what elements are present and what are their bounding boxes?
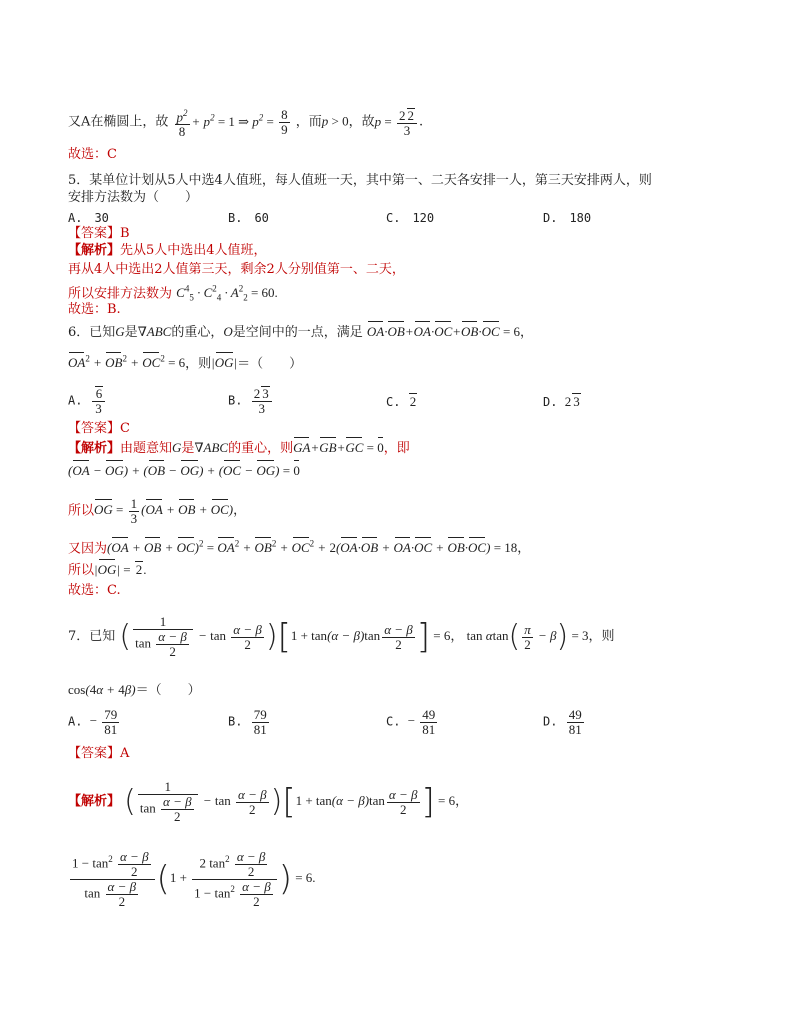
analysis-tag: 【解析】 xyxy=(68,441,121,456)
line-ellipse: 又A在椭圆上，故 $\frac{p^2}{8}$ + $p^2 = 1$ ⇒ $p^2$ = $\frac{8}{9}$ ，而p > 0，故p = $\frac{2 2}{3}$ . xyxy=(68,107,424,140)
text: ，即 xyxy=(383,441,410,456)
label: A. xyxy=(68,393,83,408)
text: 所以 xyxy=(68,503,95,519)
q5-option-b: B. 60 xyxy=(228,211,269,225)
text: ＝（ ） xyxy=(135,683,201,698)
text: ＝（ ） xyxy=(237,356,303,372)
q7-option-c: C. − $\frac{49}{81}$ xyxy=(386,707,436,737)
q6-analysis-4: 又因为(OA + OB + $OC)^2 = OA^2 + OB^2 + OC^2 + 2(OA\cdot OB + OA\cdot OC + OB\cdot OC) = 18$， xyxy=(68,539,531,557)
question-7-line2: cos(4α + 4β)＝（ ） xyxy=(68,682,201,698)
text: ，故 xyxy=(348,114,375,130)
text: 是 xyxy=(181,441,195,456)
question-6-line1: 6．已知G是∇ABC的重心，O是空间中的一点，满足 OA·OB+OA·OC+OB·OC = 6， xyxy=(68,324,534,340)
text: 的重心，则 xyxy=(228,441,294,456)
label: C. xyxy=(386,714,401,729)
label: B. xyxy=(228,714,243,729)
q6-analysis-1: 【解析】由题意知G是∇ABC的重心，则GA+GB+GC = 0，即 xyxy=(68,440,410,456)
text: 的重心， xyxy=(171,325,224,340)
text: 由题意知 xyxy=(120,441,173,456)
analysis-tag: 【解析】 xyxy=(68,243,121,258)
q5-analysis-3: 所以安排方法数为 $C^4_5 \cdot C^2_4 \cdot A^2_2 = 60$. xyxy=(68,284,278,303)
q6-answer: 【答案】C xyxy=(68,421,130,436)
q7-answer: 【答案】A xyxy=(68,746,130,761)
question-5-line2: 安排方法数为（ ） xyxy=(68,190,199,205)
answer-select-c: 故选：C xyxy=(68,147,117,162)
text: 所以安排方法数为 xyxy=(68,286,173,302)
text: 先从5人中选出4人值班， xyxy=(120,243,267,258)
q7-option-a: A. − $\frac{79}{81}$ xyxy=(68,707,118,737)
text: 又A在椭圆上，故 xyxy=(68,114,169,130)
q5-option-a: A. 30 xyxy=(68,211,109,225)
text: 6．已知 xyxy=(68,325,116,340)
q5-analysis-1 xyxy=(68,243,267,259)
q7-option-d: D. $\frac{49}{81}$ xyxy=(543,707,582,737)
text: ，而 xyxy=(295,114,322,130)
q6-analysis-2: (OA − OG) + (OB − OG) + (OC − OG) = 0 xyxy=(68,463,300,478)
q7-analysis-1: 【解析】 ( 1 tan $\frac{\alpha - \beta}{2}$ − tan $\frac{\alpha - \beta}{2}$ )[1 + tan(α − β)tan $\frac{\alpha - \beta}{2}$ ] = 6， xyxy=(68,779,469,824)
q5-option-c: C. 120 xyxy=(386,211,435,225)
label: C. xyxy=(386,395,401,409)
answer-select-b: 故选：B. xyxy=(68,302,121,317)
label: D. xyxy=(543,714,558,729)
label: D. xyxy=(543,395,558,409)
label: A. xyxy=(68,714,83,729)
q6-option-a: A. $\frac{6}{3}$ xyxy=(68,386,107,416)
q6-analysis-5: 所以|OG| = 2. xyxy=(68,562,147,578)
question-7-line1: 7．已知 ( 1 tan $\frac{\alpha - \beta}{2}$ − tan $\frac{\alpha - \beta}{2}$ )[1 + tan(α − β)tan $\frac{\alpha - \beta}{2}$ ] = 6， tan αtan( $\frac{\pi}{2}$ − β) = 3，则 xyxy=(68,614,615,659)
text: 是空间中的一点，满足 xyxy=(232,325,363,340)
analysis-tag: 【解析】 xyxy=(68,793,121,809)
answer-select-c2: 故选：C. xyxy=(68,583,121,598)
q5-answer: 【答案】B xyxy=(68,226,130,241)
text: ，则 xyxy=(588,628,615,644)
question-6-line2: $OA^2 + OB^2 + OC^2 = 6$，则|OG|＝（ ） xyxy=(68,354,303,372)
text: 是 xyxy=(124,325,138,340)
q6-analysis-3: 所以OG = $\frac{1}{3}$ (OA + OB + OC)， xyxy=(68,496,247,526)
text: 所以 xyxy=(68,563,95,578)
q5-analysis-2: 再从4人中选出2人值第三天，剩余2人分别值第一、二天， xyxy=(68,262,405,277)
q5-option-d: D. 180 xyxy=(543,211,592,225)
q7-option-b: B. $\frac{79}{81}$ xyxy=(228,707,267,737)
q7-analysis-2: $1 - \tan^2$ $\frac{\alpha - \beta}{2}$ tan $\frac{\alpha - \beta}{2}$ (1 + 2 $\tan^2$ $\frac{\alpha - \beta}{2}$ $1 - \tan^2$ $\frac{\alpha - \beta}{2}$ ) = 6. xyxy=(72,848,316,909)
text: 又因为 xyxy=(68,541,108,557)
text: 7．已知 xyxy=(68,628,116,644)
q6-option-b: B. $\frac{2 3}{3}$ xyxy=(228,386,274,416)
q6-option-d: D. 2 3 xyxy=(543,394,580,409)
label: B. xyxy=(228,393,243,408)
q6-option-c: C. 2 xyxy=(386,394,417,409)
question-5-line1: 5．某单位计划从5人中选4人值班，每人值班一天，其中第一、二天各安排一人，第三天安排两人，则 xyxy=(68,173,652,188)
text: ，则 xyxy=(185,356,212,372)
